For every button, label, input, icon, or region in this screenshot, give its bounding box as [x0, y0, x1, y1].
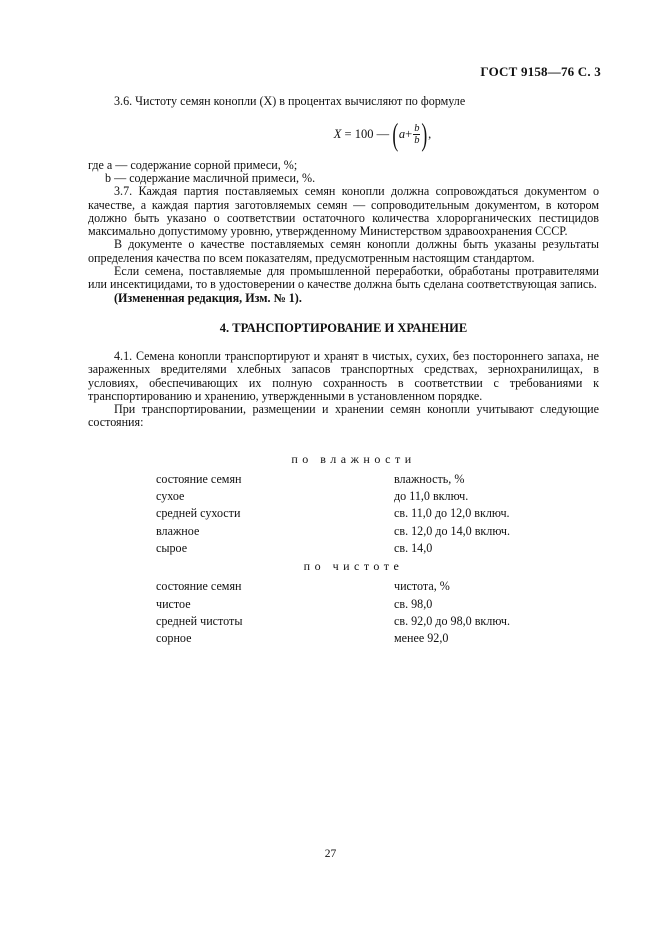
table-row	[88, 613, 599, 630]
purity-formula	[88, 112, 599, 156]
formula-plus: +	[405, 126, 413, 141]
section-3-7-p1: 3.7. Каждая партия поставляемых семян конопли должна сопровождаться документом о качестве, а каждая партия заготовляемых семян — сопроводительным документом, в котором должно быть указано о соответствии остаточного количества хлорорганических пестицидов максимально допустимому уровню, утвержденному Министерством здравоохранения СССР.	[88, 184, 599, 239]
humidity-title: по влажности	[291, 451, 416, 466]
humidity-value: до 11,0 включ.	[394, 489, 469, 504]
humidity-state: средней сухости	[156, 506, 241, 521]
purity-value: св. 92,0 до 98,0 включ.	[394, 613, 511, 628]
purity-title: по чистоте	[303, 559, 404, 574]
table-row	[88, 596, 599, 613]
section-4-1-text: 4.1. Семена конопли транспортируют и хранят в чистых, сухих, без постороннего запаха, не зараженных вредителями хлебных запасов транспортных средствах, зернохранилищах, в условиях, обеспечивающих их полную сохранность в соответствии с требованиями к транспортированию и хранению, утвержденными в установленном порядке.	[88, 348, 599, 403]
humidity-value: св. 11,0 до 12,0 включ.	[394, 506, 510, 521]
table-row	[88, 630, 599, 647]
table-row	[88, 488, 599, 505]
section-3-6-text: 3.6. Чистоту семян конопли (X) в процентах вычисляют по формуле	[114, 94, 466, 108]
humidity-state: сырое	[156, 541, 188, 556]
section-3-7-p3: Если семена, поставляемые для промышленной переработки, обработаны протравителями или инсектицидами, то в удостоверении о качестве должна быть сделана соответствующая запись.	[88, 264, 599, 292]
formula-denominator: b	[414, 134, 420, 146]
humidity-value: св. 14,0	[394, 541, 433, 556]
humidity-header-row	[88, 471, 599, 488]
section-4-1-conditions: При транспортировании, размещении и хранении семян конопли учитывают следующие состояния:	[88, 402, 599, 430]
where-b: b — содержание масличной примеси, %.	[105, 171, 316, 186]
formula-tail: ,	[428, 126, 432, 141]
conditions-tables	[88, 452, 599, 648]
formula-fraction	[413, 123, 420, 146]
formula-a: a	[398, 126, 406, 141]
purity-state: чистое	[156, 596, 191, 611]
where-a: где a — содержание сорной примеси, %;	[88, 158, 298, 173]
page-number: 27	[324, 848, 337, 860]
humidity-header-value: влажность, %	[394, 471, 465, 486]
table-row	[88, 505, 599, 522]
document-header: ГОСТ 9158—76 С. 3	[480, 64, 601, 79]
purity-header-value: чистота, %	[394, 579, 450, 594]
table-row	[88, 523, 599, 540]
formula-lhs: X	[333, 126, 342, 141]
humidity-state: влажное	[156, 523, 200, 538]
purity-header-row	[88, 578, 599, 595]
humidity-state: сухое	[156, 489, 185, 504]
page-content	[88, 95, 599, 647]
section-4-title: 4. ТРАНСПОРТИРОВАНИЕ И ХРАНЕНИЕ	[219, 320, 468, 335]
formula-open-paren: (	[392, 116, 399, 153]
amendment-note: (Измененная редакция, Изм. № 1).	[114, 290, 302, 305]
formula-eq: = 100 —	[344, 126, 390, 141]
table-row	[88, 540, 599, 557]
formula-close-paren: )	[421, 116, 428, 153]
formula-numerator: b	[414, 122, 420, 134]
section-3-7-p2: В документе о качестве поставляемых семян конопли должны быть указаны результаты определения качества по всем показателям, предусмотренным настоящим стандартом.	[88, 237, 599, 265]
purity-header-state: состояние семян	[156, 579, 242, 594]
purity-state: средней чистоты	[156, 613, 243, 628]
purity-state: сорное	[156, 631, 192, 646]
purity-value: менее 92,0	[394, 631, 449, 646]
humidity-value: св. 12,0 до 14,0 включ.	[394, 523, 511, 538]
humidity-header-state: состояние семян	[156, 471, 242, 486]
purity-value: св. 98,0	[394, 596, 433, 611]
